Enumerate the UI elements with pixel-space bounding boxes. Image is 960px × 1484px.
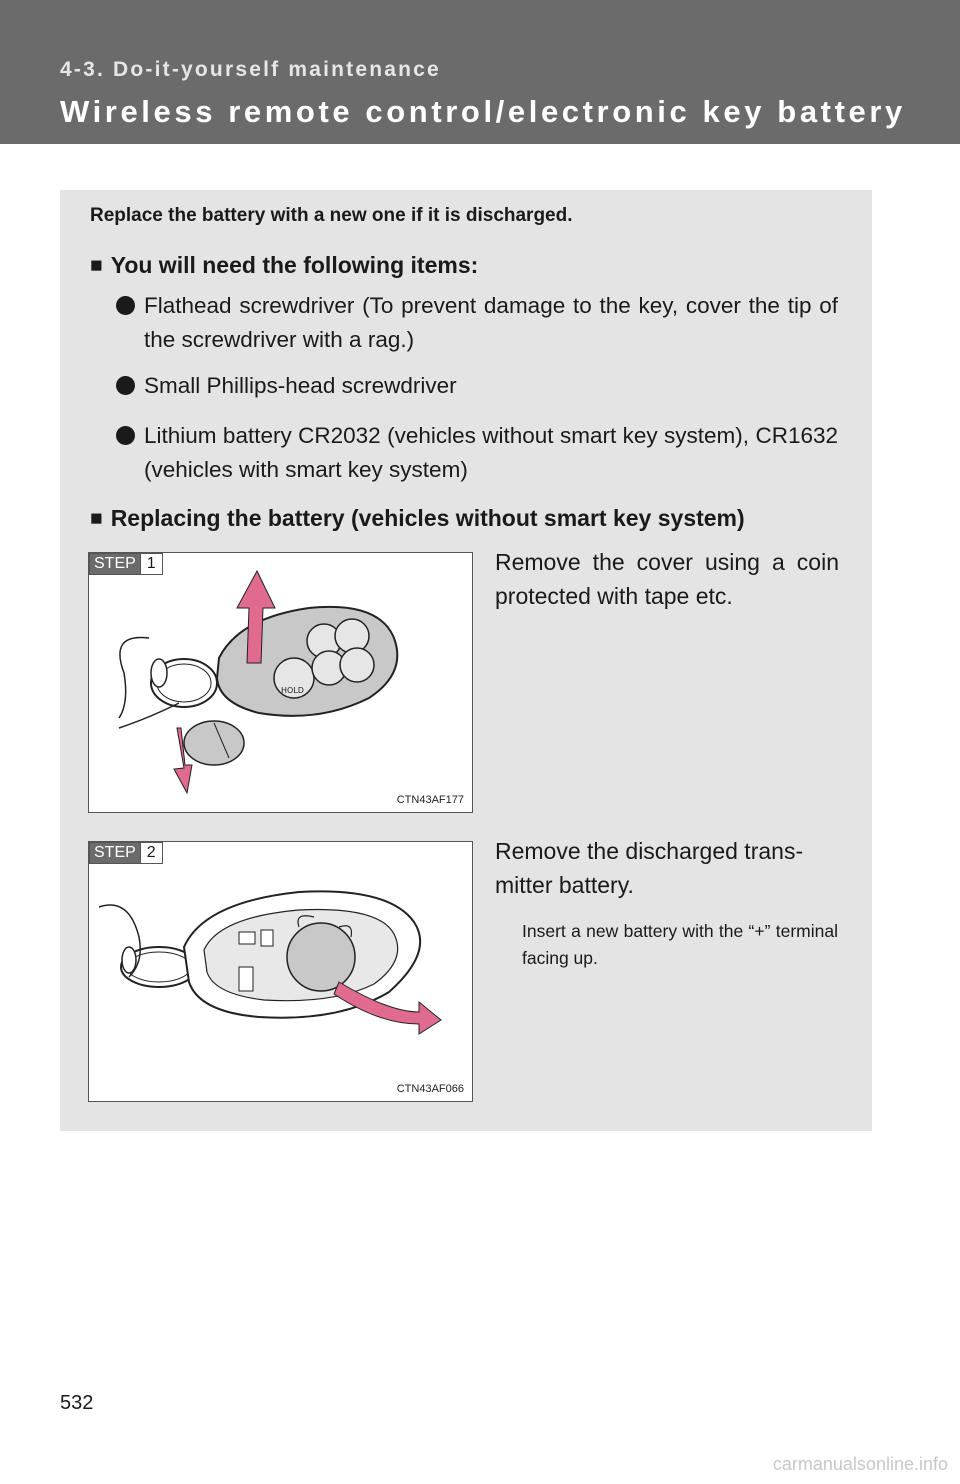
figure-code: CTN43AF177 bbox=[396, 794, 464, 806]
step2-text: Remove the discharged trans- mitter battery. bbox=[495, 838, 804, 898]
page-header bbox=[0, 0, 960, 144]
bullet-dot-icon bbox=[116, 376, 135, 395]
list-item bbox=[116, 369, 838, 403]
step2-figure bbox=[88, 841, 473, 1102]
battery-removal-illustration bbox=[89, 842, 474, 1103]
step-badge-word: STEP bbox=[89, 842, 141, 864]
list-item-text: Lithium battery CR2032 (vehicles without smart key system), CR1632 (vehicles with smart key system) bbox=[144, 423, 838, 482]
bullet-dot-icon bbox=[116, 296, 135, 315]
list-item-text: Small Phillips-head screwdriver bbox=[144, 373, 457, 398]
intro-text: Replace the battery with a new one if it is discharged. bbox=[90, 205, 573, 226]
figure-code: CTN43AF066 bbox=[396, 1083, 464, 1095]
step2-note: Insert a new battery with the “+” terminal facing up. bbox=[522, 921, 838, 968]
step-badge bbox=[89, 553, 163, 575]
step-badge-number: 2 bbox=[141, 842, 163, 864]
list-item-text: Flathead screwdriver (To prevent damage to the key, cover the tip of the screwdriver with a rag.) bbox=[144, 293, 838, 352]
watermark: carmanualsonline.info bbox=[772, 1454, 948, 1474]
bullet-dot-icon bbox=[116, 426, 135, 445]
square-bullet-icon: ■ bbox=[90, 506, 103, 530]
items-heading bbox=[90, 252, 478, 279]
replace-heading bbox=[90, 505, 745, 532]
page-title: Wireless remote control/electronic key battery bbox=[60, 94, 906, 129]
hold-label: HOLD bbox=[281, 686, 304, 695]
step-badge-word: STEP bbox=[89, 553, 141, 575]
step-badge-number: 1 bbox=[141, 553, 163, 575]
step1-text: Remove the cover using a coin protected with tape etc. bbox=[495, 549, 839, 609]
section-label: 4-3. Do-it-yourself maintenance bbox=[60, 58, 441, 81]
items-heading-label: You will need the following items: bbox=[110, 252, 479, 278]
page-number: 532 bbox=[60, 1392, 94, 1414]
square-bullet-icon: ■ bbox=[90, 253, 103, 277]
list-item bbox=[116, 419, 838, 487]
replace-heading-label: Replacing the battery (vehicles without smart key system) bbox=[110, 505, 745, 531]
step-badge bbox=[89, 842, 163, 864]
list-item bbox=[116, 289, 838, 357]
step1-figure bbox=[88, 552, 473, 813]
remote-cover-illustration bbox=[89, 553, 474, 814]
